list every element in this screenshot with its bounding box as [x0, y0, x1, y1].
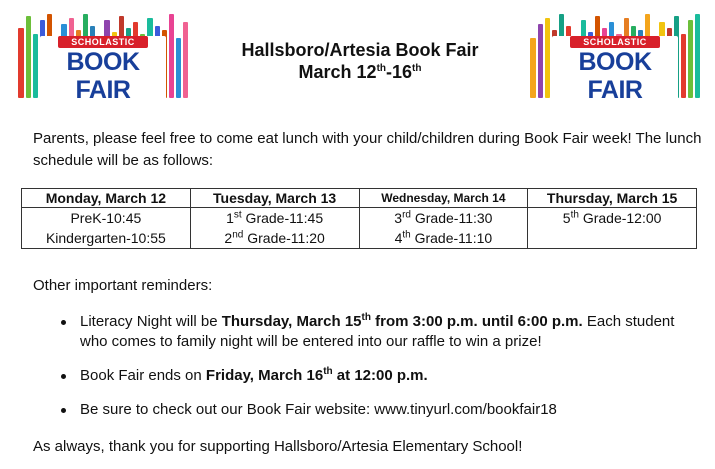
- header-monday: Monday, March 12: [22, 189, 191, 208]
- schedule-entry: PreK-10:45: [70, 210, 142, 226]
- header-thursday: Thursday, March 15: [528, 189, 697, 208]
- cell-wednesday: [359, 208, 528, 249]
- header-wednesday: Wednesday, March 14: [359, 189, 528, 208]
- schedule-entry: 3rd Grade-11:30: [394, 209, 493, 226]
- book-spine: [26, 16, 31, 98]
- closing-line: As always, thank you for supporting Hallsboro/Artesia Elementary School!: [33, 438, 523, 455]
- reminders-heading: Other important reminders:: [33, 277, 213, 294]
- logo-brand-text: SCHOLASTIC: [570, 36, 660, 48]
- book-spine: [176, 38, 181, 98]
- reminders-list: [60, 312, 700, 434]
- logo-name-text: BOOK FAIR: [66, 48, 140, 104]
- page-date-range: March 12th-16th: [298, 62, 422, 82]
- book-fair-logo-right: [530, 12, 700, 104]
- list-item: Book Fair ends on Friday, March 16th at 12:00 p.m.: [60, 366, 700, 386]
- lunch-schedule-table: [21, 188, 697, 249]
- logo-banner: [552, 36, 678, 104]
- book-spine: [695, 14, 700, 98]
- book-spine: [183, 22, 188, 98]
- list-item: Literacy Night will be Thursday, March 15th from 3:00 p.m. until 6:00 p.m. Each student who comes to family night will be entered into our raffle to win a prize!: [60, 312, 700, 352]
- table-header-row: [22, 189, 697, 208]
- book-spine: [688, 20, 693, 98]
- intro-paragraph: Parents, please feel free to come eat lunch with your child/children during Book Fair week! The lunch schedule will be as follows:: [33, 130, 702, 169]
- book-spine: [538, 24, 543, 98]
- header-tuesday: Tuesday, March 13: [190, 189, 359, 208]
- book-spine: [530, 38, 536, 98]
- cell-monday: [22, 208, 191, 249]
- book-spine: [33, 34, 38, 98]
- logo-banner: [40, 36, 166, 104]
- logo-name-text: BOOK FAIR: [578, 48, 652, 104]
- page-title: Hallsboro/Artesia Book Fair: [241, 40, 479, 60]
- logo-brand-text: SCHOLASTIC: [58, 36, 148, 48]
- cell-tuesday: [190, 208, 359, 249]
- schedule-entry: 5th Grade-12:00: [562, 209, 662, 226]
- table-row: [22, 208, 697, 249]
- cell-thursday: [528, 208, 697, 249]
- book-spine: [18, 28, 24, 98]
- schedule-entry: 4th Grade-11:10: [394, 229, 493, 246]
- book-fair-logo-left: [18, 12, 188, 104]
- list-item: Be sure to check out our Book Fair website: www.tinyurl.com/bookfair18: [60, 400, 700, 420]
- schedule-entry: Kindergarten-10:55: [45, 230, 166, 246]
- schedule-entry: 2nd Grade-11:20: [224, 229, 325, 246]
- book-spine: [169, 14, 175, 98]
- book-spine: [681, 34, 687, 98]
- book-spine: [545, 18, 550, 98]
- schedule-entry: 1st Grade-11:45: [226, 209, 324, 226]
